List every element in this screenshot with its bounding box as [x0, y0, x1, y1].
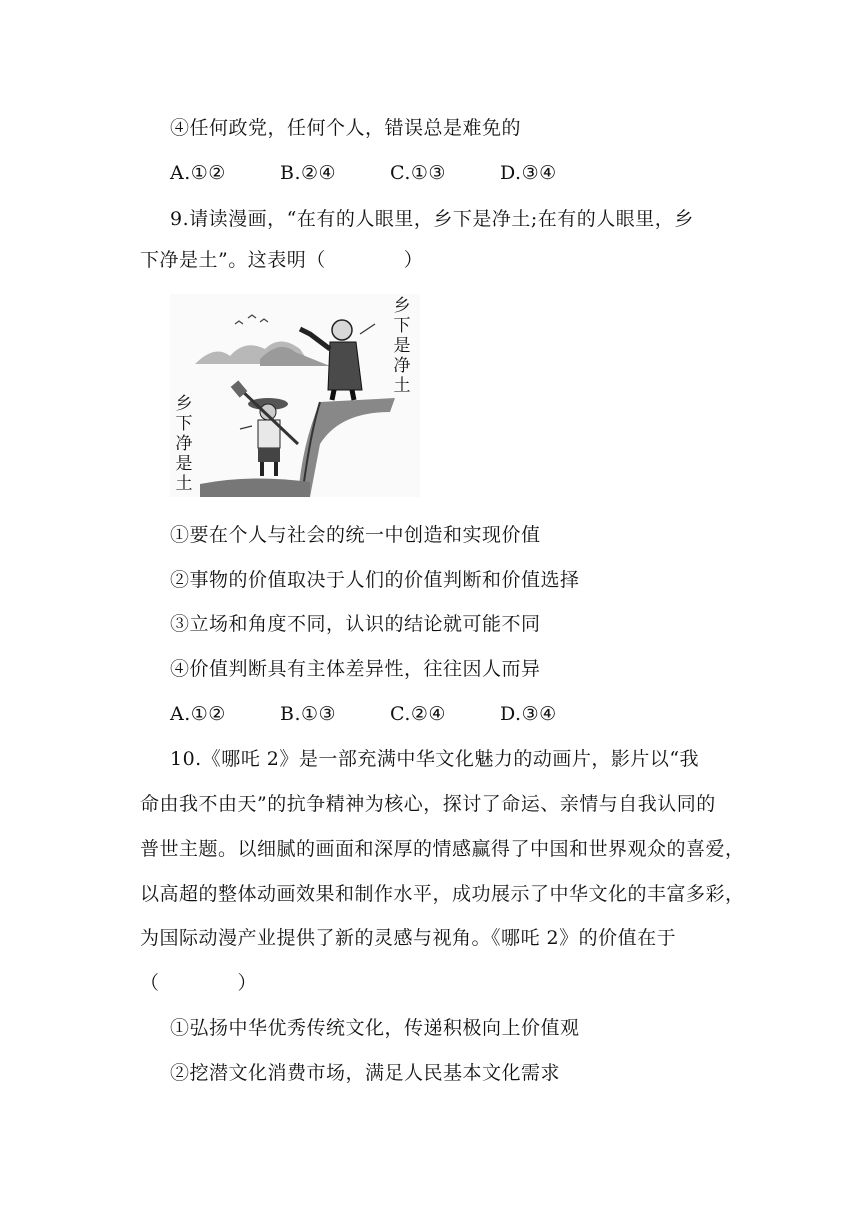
q10-answer-blank: （ ） — [140, 972, 258, 994]
q9-cartoon-caption-right: 乡 下 是 净 土 — [393, 296, 411, 396]
q9-statement-2: ②事物的价值取决于人们的价值判断和价值选择 — [170, 569, 580, 591]
q9-option-c: C.②④ — [390, 703, 446, 725]
q8-options — [170, 159, 610, 187]
q9-option-a: A.①② — [170, 703, 226, 725]
q8-option-a: A.①② — [170, 162, 226, 184]
q9-statement-1: ①要在个人与社会的统一中创造和实现价值 — [170, 524, 541, 546]
q9-stem-line-1: 9.请读漫画，“在有的人眼里，乡下是净土;在有的人眼里，乡 — [170, 208, 694, 230]
q10-statement-1: ①弘扬中华优秀传统文化，传递积极向上价值观 — [170, 1017, 580, 1039]
q9-options — [170, 700, 610, 728]
q9-option-b: B.①③ — [280, 703, 337, 725]
q10-stem-line-3: 普世主题。以细腻的画面和深厚的情感赢得了中国和世界观众的喜爱， — [140, 838, 745, 860]
q8-option-c: C.①③ — [390, 162, 446, 184]
q9-statement-3: ③立场和角度不同，认识的结论就可能不同 — [170, 613, 541, 635]
q9-cartoon-illustration — [170, 294, 420, 497]
q9-option-d: D.③④ — [500, 703, 557, 725]
q10-statement-2: ②挖潜文化消费市场，满足人民基本文化需求 — [170, 1062, 561, 1084]
q9-statement-4: ④价值判断具有主体差异性，往往因人而异 — [170, 658, 541, 680]
q10-stem-line-4: 以高超的整体动画效果和制作水平，成功展示了中华文化的丰富多彩， — [140, 883, 745, 905]
q9-stem-line-2: 下净是土”。这表明（ ） — [140, 249, 424, 271]
q10-stem-line-5: 为国际动漫产业提供了新的灵感与视角。《哪吒 2》的价值在于 — [140, 927, 677, 949]
q10-stem-line-1: 10.《哪吒 2》是一部充满中华文化魅力的动画片，影片以“我 — [170, 748, 700, 770]
q8-option-b: B.②④ — [280, 162, 337, 184]
q8-option-d: D.③④ — [500, 162, 557, 184]
q9-cartoon-caption-left: 乡 下 净 是 土 — [175, 394, 193, 494]
q8-statement-4: ④任何政党，任何个人，错误总是难免的 — [170, 117, 522, 139]
q10-stem-line-2: 命由我不由天”的抗争精神为核心，探讨了命运、亲情与自我认同的 — [140, 793, 716, 815]
